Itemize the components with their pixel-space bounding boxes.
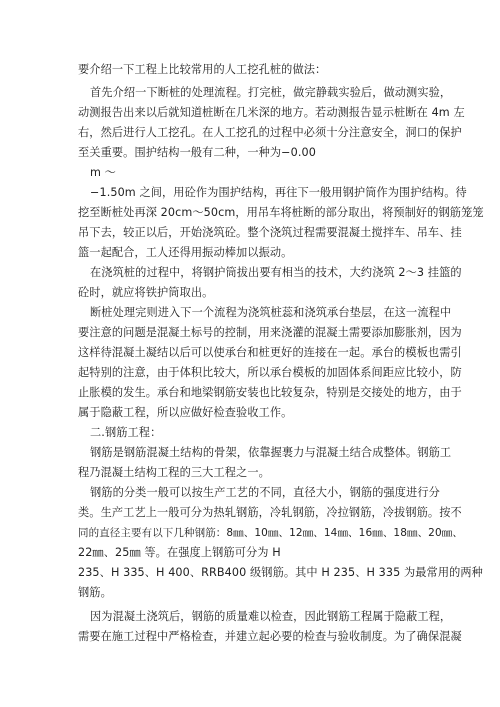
text-line: 因为混凝土浇筑后，钢筋的质量难以检查，因此钢筋工程属于隐蔽工程， [90, 610, 452, 623]
text-line: 钢筋。 [78, 586, 112, 599]
text-line: 在浇筑桩的过程中，将钢护筒拔出要有相当的技术，大约浇筑 2～3 挂篮的 [90, 266, 462, 279]
text-line: m ～ [90, 166, 116, 179]
text-line: 需要在施工过程中严格检查，并建立起必要的检查与验收制度。为了确保混凝 [78, 630, 462, 643]
text-line: 同的直径主要有以下几种钢筋：8㎜、10㎜、12㎜、14㎜、16㎜、18㎜、20㎜、 [78, 527, 463, 539]
text-line: 至关重要。围护结构一般有二种，一种为−0.00 [78, 146, 316, 159]
text-line: 起特别的注意，由于体积比较大，所以承台模板的加固体系间距应比较小，防 [78, 366, 462, 379]
text-line: 属于隐蔽工程，所以应做好检查验收工作。 [78, 406, 293, 419]
text-line: 22㎜、25㎜ 等。在强度上钢筋可分为 H [78, 546, 281, 559]
text-line: 首先介绍一下断桩的处理流程。打完桩，做完静载实验后，做动测实验， [90, 86, 452, 99]
text-line: 右，然后进行人工挖孔。在人工挖孔的过程中必须十分注意安全，洞口的保护 [78, 126, 462, 139]
text-line: 挖至断桩处再深 20cm～50cm，用吊车将桩断的部分取出，将预制好的钢筋笼笼 [78, 206, 484, 219]
text-line: 这样待混凝土凝结以后可以使承台和桩更好的连接在一起。承台的模板也需引 [78, 346, 462, 359]
text-line: 篮一起配合，工人还得用振动棒加以振动。 [78, 246, 293, 259]
text-line: 235、H 335、H 400、RRB400 级钢筋。其中 H 235、H 335 为最常用的两种 [78, 566, 483, 579]
text-line: 钢筋的分类一般可以按生产工艺的不同，直径大小，钢筋的强度进行分 [90, 486, 440, 499]
text-line: 要介绍一下工程上比较常用的人工挖孔桩的做法： [78, 63, 327, 76]
text-line: 程乃混凝土结构工程的三大工程之一。 [78, 466, 270, 479]
text-line: 动测报告出来以后就知道桩断在几米深的地方。若动测报告显示桩断在 4m 左 [78, 106, 465, 119]
text-line: 止胀模的发生。承台和地梁钢筋安装也比较复杂，特别是交接处的地方，由于 [78, 386, 462, 399]
text-line: 钢筋是钢筋混凝土结构的骨架，依靠握裹力与混凝土结合成整体。钢筋工 [90, 446, 452, 459]
text-line: 断桩处理完则进入下一个流程为浇筑桩蕊和浇筑承台垫层，在这一流程中 [90, 306, 452, 319]
section-heading: 二.钢筋工程： [90, 426, 162, 439]
text-line: −1.50m 之间，用砼作为围护结构，再往下一般用钢护筒作为围护结构。待 [90, 186, 467, 199]
text-line: 类。生产工艺上一般可分为热轧钢筋，冷轧钢筋，冷拉钢筋，冷拔钢筋。按不 [78, 506, 462, 519]
text-line: 要注意的问题是混凝土标号的控制，用来浇灌的混凝土需要添加膨胀剂，因为 [78, 326, 462, 339]
text-line: 砼时，就应将铁护筒取出。 [78, 286, 214, 299]
text-line: 吊下去，较正以后，开始浇筑砼。整个浇筑过程需要混凝土搅拌车、吊车、挂 [78, 226, 462, 239]
